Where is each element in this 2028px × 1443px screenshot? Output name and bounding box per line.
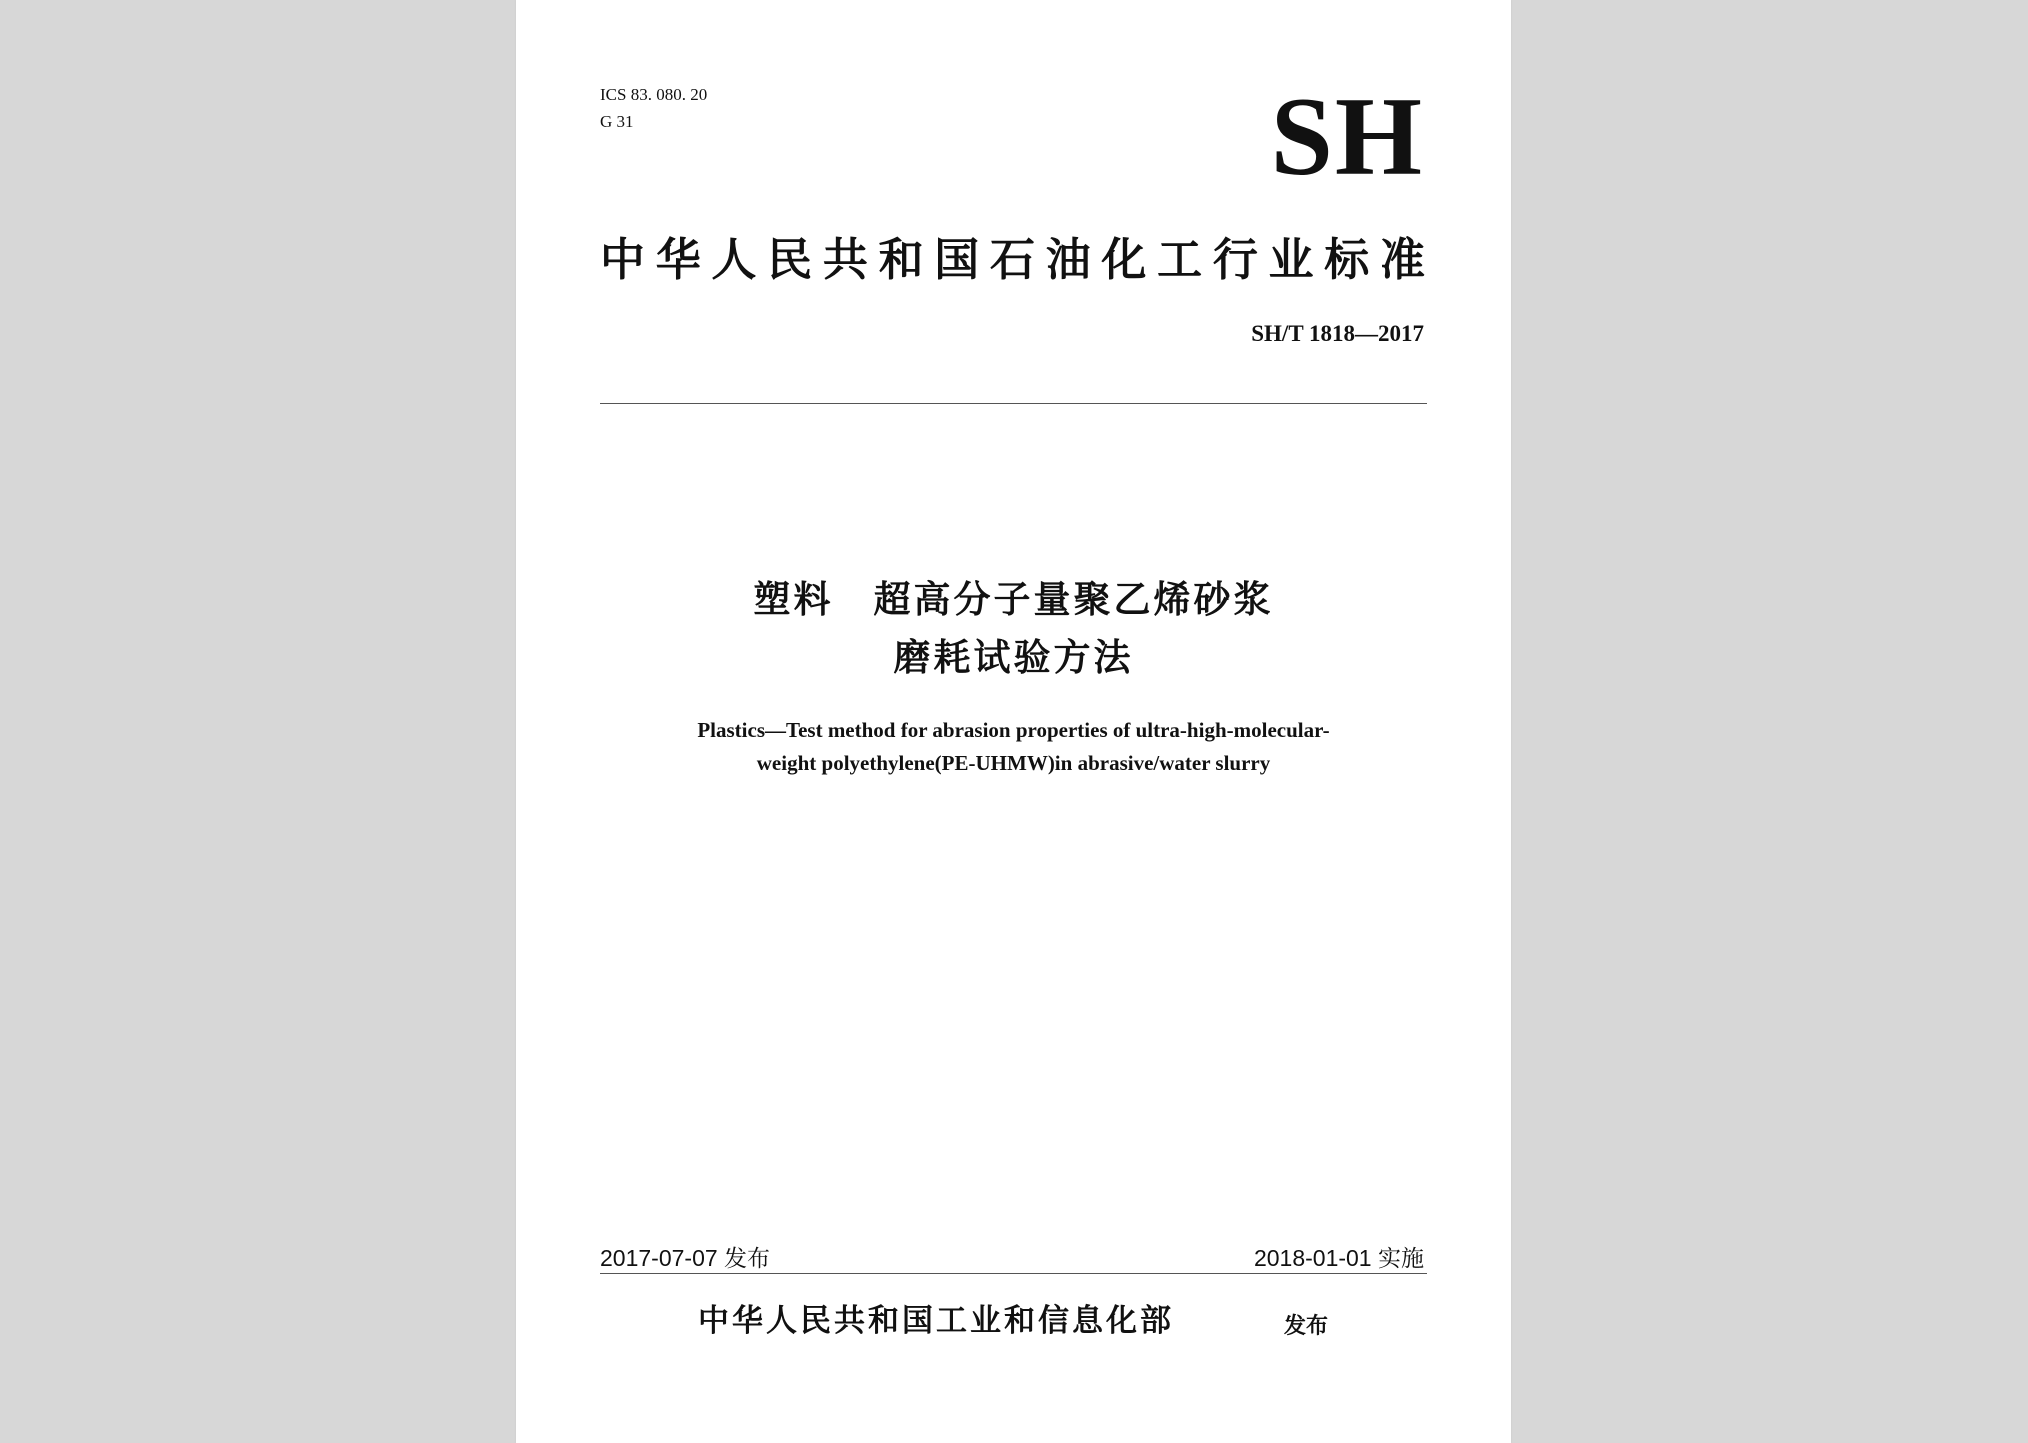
issue-date: 2017-07-07 发布 [600,1245,771,1271]
standard-number: SH/T 1818—2017 [1251,321,1424,346]
english-title-line-1: Plastics—Test method for abrasion properties of ultra-high-molecular- [697,718,1330,742]
header-divider [600,403,1427,404]
footer-divider [600,1273,1427,1274]
chinese-title-line-2: 磨耗试验方法 [893,636,1134,679]
english-title-line-2: weight polyethylene(PE-UHMW)in abrasive/water slurry [756,751,1271,775]
issuing-authority-suffix: 发布 [1284,1314,1329,1339]
issuing-authority: 中华人民共和国工业和信息化部 [698,1303,1174,1339]
implementation-date: 2018-01-01 实施 [1253,1245,1424,1271]
chinese-title-line-1: 塑料 超高分子量聚乙烯砂浆 [753,578,1274,621]
document-page [516,0,1511,1443]
sh-logo: SH [1270,75,1424,199]
standard-title: 中华人民共和国石油化工行业标准 [600,233,1427,286]
ics-code: ICS 83. 080. 20 [600,85,708,104]
ccs-code: G 31 [600,112,634,131]
